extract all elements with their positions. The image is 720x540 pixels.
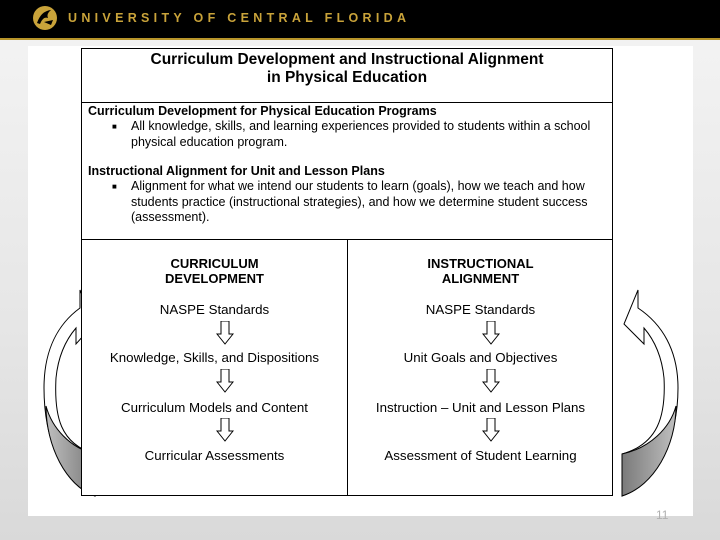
- right-step-1: NASPE Standards: [425, 302, 536, 317]
- right-step-4: Assessment of Student Learning: [384, 448, 577, 463]
- down-arrow-icon: [482, 321, 500, 345]
- down-arrow-icon: [216, 418, 234, 442]
- ucf-pegasus-logo-icon: [31, 3, 59, 33]
- left-step-3: Curriculum Models and Content: [121, 400, 308, 415]
- down-arrow-icon: [482, 369, 500, 393]
- right-step-2: Unit Goals and Objectives: [403, 350, 558, 365]
- right-step-3: Instruction – Unit and Lesson Plans: [375, 400, 586, 415]
- left-step-4: Curricular Assessments: [144, 448, 285, 463]
- right-cycle-arrow-icon: [616, 288, 684, 500]
- alignment-diagram: [81, 48, 613, 496]
- column-heading-line: INSTRUCTIONAL: [427, 256, 534, 271]
- curriculum-development-column-heading: [82, 256, 347, 286]
- diagram-title-box: [82, 49, 612, 103]
- column-heading-line: CURRICULUM: [170, 256, 259, 271]
- slide-number: 11: [656, 508, 669, 522]
- column-heading-line: DEVELOPMENT: [165, 271, 264, 286]
- left-step-1: NASPE Standards: [159, 302, 270, 317]
- university-name: UNIVERSITY OF CENTRAL FLORIDA: [68, 11, 411, 25]
- header-bar: [0, 0, 720, 40]
- bullet-icon: ■: [112, 182, 117, 191]
- instructional-alignment-heading: Instructional Alignment for Unit and Lesson Plans: [88, 164, 385, 178]
- column-heading-line: ALIGNMENT: [441, 271, 520, 286]
- curriculum-development-definition: All knowledge, skills, and learning experiences provided to students within a school physical education program.: [131, 119, 591, 149]
- down-arrow-icon: [216, 321, 234, 345]
- definitions-box: [82, 103, 612, 240]
- left-step-2: Knowledge, Skills, and Dispositions: [109, 350, 320, 365]
- diagram-subtitle: in Physical Education: [266, 69, 428, 86]
- down-arrow-icon: [482, 418, 500, 442]
- instructional-alignment-definition: Alignment for what we intend our students to learn (goals), how we teach and how students practice (instructional strategies), and how we determine student success (assessment).: [131, 179, 588, 224]
- curriculum-development-heading: Curriculum Development for Physical Education Programs: [88, 104, 437, 118]
- diagram-title: Curriculum Development and Instructional Alignment: [150, 51, 544, 68]
- bullet-icon: ■: [112, 122, 117, 131]
- instructional-alignment-column-heading: [348, 256, 613, 286]
- down-arrow-icon: [216, 369, 234, 393]
